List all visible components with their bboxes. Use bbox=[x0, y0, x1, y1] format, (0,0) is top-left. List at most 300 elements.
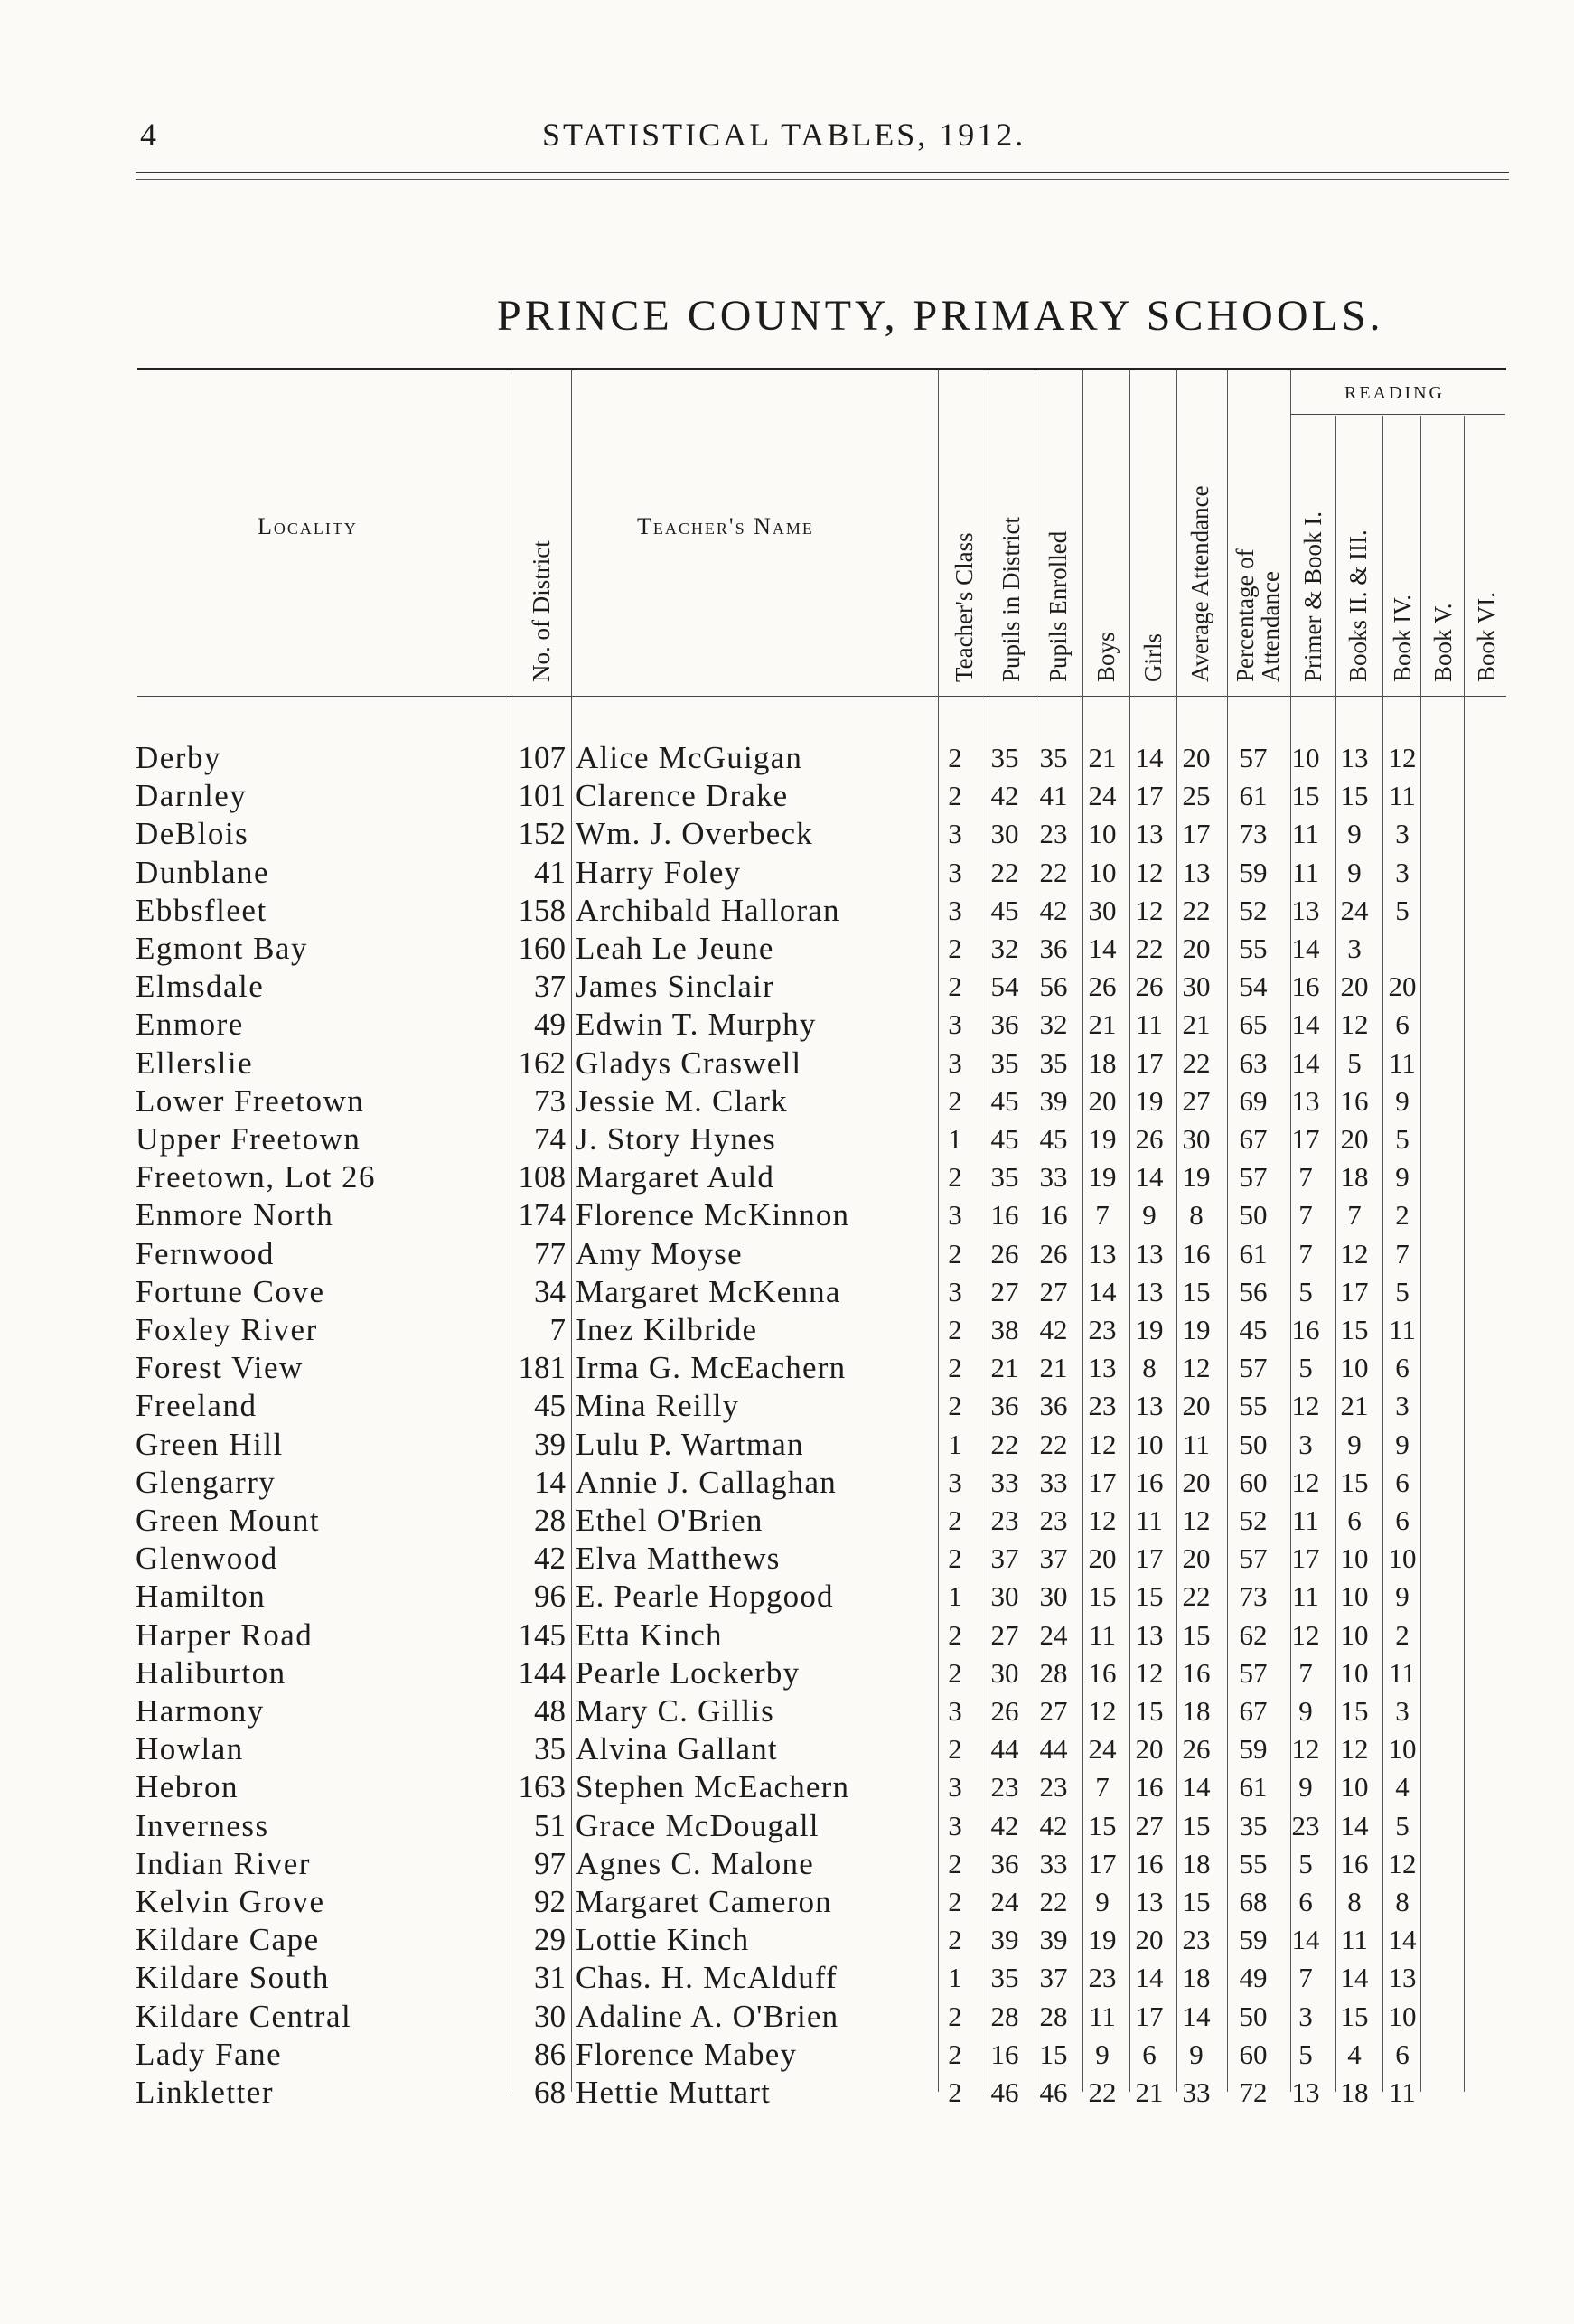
teacher-class-cell: 3 bbox=[948, 1199, 962, 1232]
book-4-cell: 9 bbox=[1395, 1161, 1410, 1194]
locality-cell: Upper Freetown bbox=[136, 1121, 361, 1157]
percentage-cell: 65 bbox=[1239, 1008, 1268, 1041]
girls-cell: 19 bbox=[1135, 1084, 1164, 1117]
header-boys: Boys bbox=[1092, 632, 1120, 682]
books-2-3-cell: 18 bbox=[1340, 2076, 1369, 2108]
average-attendance-cell: 23 bbox=[1182, 1924, 1211, 1956]
girls-cell: 6 bbox=[1142, 2038, 1157, 2070]
table-row bbox=[0, 1006, 1574, 1044]
header-pupils-enrolled: Pupils Enrolled bbox=[1045, 530, 1072, 682]
header-rule-thin bbox=[136, 179, 1509, 180]
girls-cell: 21 bbox=[1135, 2076, 1164, 2108]
books-2-3-cell: 8 bbox=[1347, 1886, 1362, 1917]
pupils-enrolled-cell: 33 bbox=[1039, 1466, 1068, 1498]
pupils-enrolled-cell: 36 bbox=[1039, 1390, 1068, 1422]
district-cell: 162 bbox=[518, 1045, 566, 1081]
table-row bbox=[0, 1045, 1574, 1082]
girls-cell: 26 bbox=[1135, 970, 1164, 1003]
book-4-cell: 6 bbox=[1395, 2038, 1410, 2070]
teacher-class-cell: 3 bbox=[948, 856, 962, 888]
teacher-cell: Hettie Muttart bbox=[576, 2075, 772, 2110]
girls-cell: 13 bbox=[1135, 818, 1164, 850]
header-average-attendance: Average Attendance bbox=[1186, 485, 1213, 682]
books-2-3-cell: 7 bbox=[1347, 1199, 1362, 1232]
primer-book1-cell: 11 bbox=[1292, 856, 1319, 888]
percentage-cell: 61 bbox=[1239, 1771, 1268, 1804]
book-4-cell: 13 bbox=[1388, 1962, 1417, 1994]
boys-cell: 26 bbox=[1088, 970, 1117, 1003]
table-row bbox=[0, 1768, 1574, 1806]
teacher-class-cell: 2 bbox=[948, 1390, 962, 1422]
header-pupils-district: Pupils in District bbox=[998, 516, 1025, 682]
primer-book1-cell: 12 bbox=[1291, 1618, 1320, 1651]
average-attendance-cell: 16 bbox=[1182, 1656, 1211, 1689]
teacher-class-cell: 2 bbox=[948, 1924, 962, 1956]
book-4-cell: 10 bbox=[1388, 1542, 1417, 1575]
pupils-district-cell: 23 bbox=[990, 1504, 1019, 1536]
book-4-cell: 6 bbox=[1395, 1504, 1410, 1536]
average-attendance-cell: 11 bbox=[1183, 1428, 1210, 1460]
girls-cell: 13 bbox=[1135, 1618, 1164, 1651]
pupils-enrolled-cell: 42 bbox=[1039, 1314, 1068, 1345]
primer-book1-cell: 3 bbox=[1298, 1428, 1313, 1460]
girls-cell: 15 bbox=[1135, 1695, 1164, 1727]
teacher-cell: Stephen McEachern bbox=[576, 1769, 850, 1805]
girls-cell: 14 bbox=[1135, 1161, 1164, 1194]
books-2-3-cell: 14 bbox=[1340, 1809, 1369, 1841]
pupils-district-cell: 33 bbox=[990, 1466, 1019, 1498]
pupils-enrolled-cell: 44 bbox=[1039, 1733, 1068, 1766]
reading-group-rule bbox=[1290, 414, 1505, 415]
pupils-district-cell: 27 bbox=[990, 1275, 1019, 1307]
pupils-enrolled-cell: 28 bbox=[1039, 2000, 1068, 2032]
average-attendance-cell: 15 bbox=[1182, 1275, 1211, 1307]
table-row bbox=[0, 1730, 1574, 1768]
locality-cell: Inverness bbox=[136, 1807, 269, 1843]
boys-cell: 24 bbox=[1088, 1733, 1117, 1766]
books-2-3-cell: 21 bbox=[1340, 1390, 1369, 1422]
table-header-rule bbox=[137, 696, 1506, 697]
primer-book1-cell: 3 bbox=[1298, 2000, 1313, 2032]
pupils-enrolled-cell: 37 bbox=[1039, 1542, 1068, 1575]
teacher-class-cell: 3 bbox=[948, 1008, 962, 1041]
average-attendance-cell: 9 bbox=[1189, 2038, 1204, 2070]
teacher-class-cell: 3 bbox=[948, 1809, 962, 1841]
table-row bbox=[0, 1959, 1574, 1997]
table-row bbox=[0, 1387, 1574, 1425]
pupils-district-cell: 35 bbox=[990, 1962, 1019, 1994]
books-2-3-cell: 4 bbox=[1347, 2038, 1362, 2070]
pupils-enrolled-cell: 35 bbox=[1039, 742, 1068, 773]
girls-cell: 12 bbox=[1135, 894, 1164, 926]
books-2-3-cell: 10 bbox=[1340, 1542, 1369, 1575]
boys-cell: 15 bbox=[1088, 1580, 1117, 1613]
percentage-cell: 63 bbox=[1239, 1046, 1268, 1079]
teacher-cell: Mary C. Gillis bbox=[576, 1693, 774, 1729]
books-2-3-cell: 14 bbox=[1340, 1962, 1369, 1994]
average-attendance-cell: 27 bbox=[1182, 1084, 1211, 1117]
pupils-district-cell: 42 bbox=[990, 1809, 1019, 1841]
pupils-enrolled-cell: 33 bbox=[1039, 1847, 1068, 1879]
district-cell: 92 bbox=[534, 1884, 566, 1919]
average-attendance-cell: 25 bbox=[1182, 780, 1211, 812]
book-4-cell: 2 bbox=[1395, 1618, 1410, 1651]
locality-cell: Egmont Bay bbox=[136, 931, 308, 966]
average-attendance-cell: 20 bbox=[1182, 1390, 1211, 1422]
teacher-cell: E. Pearle Hopgood bbox=[576, 1579, 834, 1615]
average-attendance-cell: 20 bbox=[1182, 932, 1211, 964]
table-row bbox=[0, 1464, 1574, 1502]
pupils-district-cell: 26 bbox=[990, 1695, 1019, 1727]
teacher-cell: Agnes C. Malone bbox=[576, 1845, 814, 1881]
teacher-cell: Irma G. McEachern bbox=[576, 1350, 847, 1386]
book-4-cell: 10 bbox=[1388, 2000, 1417, 2032]
primer-book1-cell: 15 bbox=[1291, 780, 1320, 812]
district-cell: 163 bbox=[518, 1769, 566, 1805]
pupils-district-cell: 24 bbox=[990, 1886, 1019, 1917]
teacher-class-cell: 2 bbox=[948, 780, 962, 812]
teacher-class-cell: 2 bbox=[948, 1352, 962, 1384]
locality-cell: Howlan bbox=[136, 1731, 244, 1767]
district-cell: 35 bbox=[534, 1731, 566, 1767]
percentage-cell: 50 bbox=[1239, 1428, 1268, 1460]
pupils-district-cell: 45 bbox=[990, 1123, 1019, 1155]
primer-book1-cell: 11 bbox=[1292, 1504, 1319, 1536]
average-attendance-cell: 20 bbox=[1182, 1542, 1211, 1575]
average-attendance-cell: 20 bbox=[1182, 742, 1211, 773]
pupils-enrolled-cell: 46 bbox=[1039, 2076, 1068, 2108]
boys-cell: 7 bbox=[1095, 1771, 1110, 1804]
average-attendance-cell: 8 bbox=[1189, 1199, 1204, 1232]
books-2-3-cell: 16 bbox=[1340, 1847, 1369, 1879]
teacher-class-cell: 2 bbox=[948, 1161, 962, 1194]
books-2-3-cell: 15 bbox=[1340, 1695, 1369, 1727]
boys-cell: 11 bbox=[1089, 1618, 1116, 1651]
primer-book1-cell: 9 bbox=[1298, 1771, 1313, 1804]
teacher-class-cell: 3 bbox=[948, 1275, 962, 1307]
primer-book1-cell: 7 bbox=[1298, 1199, 1313, 1232]
locality-cell: Freeland bbox=[136, 1388, 258, 1424]
primer-book1-cell: 9 bbox=[1298, 1695, 1313, 1727]
locality-cell: Hamilton bbox=[136, 1579, 267, 1615]
pupils-enrolled-cell: 23 bbox=[1039, 818, 1068, 850]
percentage-cell: 57 bbox=[1239, 1542, 1268, 1575]
pupils-district-cell: 30 bbox=[990, 1656, 1019, 1689]
teacher-cell: Etta Kinch bbox=[576, 1616, 723, 1653]
book-4-cell: 11 bbox=[1389, 1046, 1416, 1079]
average-attendance-cell: 12 bbox=[1182, 1504, 1211, 1536]
pupils-district-cell: 16 bbox=[990, 1199, 1019, 1232]
locality-cell: Enmore North bbox=[136, 1197, 334, 1233]
pupils-enrolled-cell: 21 bbox=[1039, 1352, 1068, 1384]
locality-cell: Lower Freetown bbox=[136, 1082, 365, 1119]
locality-cell: Green Hill bbox=[136, 1426, 284, 1462]
book-4-cell: 6 bbox=[1395, 1352, 1410, 1384]
pupils-district-cell: 36 bbox=[990, 1847, 1019, 1879]
table-row bbox=[0, 1311, 1574, 1349]
book-4-cell: 6 bbox=[1395, 1008, 1410, 1041]
pupils-district-cell: 54 bbox=[990, 970, 1019, 1003]
percentage-cell: 54 bbox=[1239, 970, 1268, 1003]
teacher-class-cell: 2 bbox=[948, 1656, 962, 1689]
percentage-cell: 52 bbox=[1239, 894, 1268, 926]
percentage-cell: 59 bbox=[1239, 1733, 1268, 1766]
teacher-class-cell: 3 bbox=[948, 1046, 962, 1079]
locality-cell: DeBlois bbox=[136, 816, 249, 852]
district-cell: 74 bbox=[534, 1121, 566, 1157]
locality-cell: Linkletter bbox=[136, 2075, 275, 2110]
running-title: STATISTICAL TABLES, 1912. bbox=[542, 117, 1026, 153]
table-row bbox=[0, 777, 1574, 815]
teacher-cell: Annie J. Callaghan bbox=[576, 1464, 837, 1500]
book-4-cell: 11 bbox=[1389, 1314, 1416, 1345]
table-row bbox=[0, 1807, 1574, 1845]
teacher-class-cell: 2 bbox=[948, 1504, 962, 1536]
pupils-enrolled-cell: 22 bbox=[1039, 1428, 1068, 1460]
girls-cell: 10 bbox=[1135, 1428, 1164, 1460]
boys-cell: 10 bbox=[1088, 818, 1117, 850]
average-attendance-cell: 16 bbox=[1182, 1237, 1211, 1270]
teacher-class-cell: 3 bbox=[948, 818, 962, 850]
boys-cell: 21 bbox=[1088, 742, 1117, 773]
pupils-enrolled-cell: 41 bbox=[1039, 780, 1068, 812]
locality-cell: Kildare Central bbox=[136, 1998, 352, 2034]
locality-cell: Lady Fane bbox=[136, 2036, 283, 2072]
header-rule bbox=[136, 172, 1509, 173]
percentage-cell: 52 bbox=[1239, 1504, 1268, 1536]
boys-cell: 14 bbox=[1088, 1275, 1117, 1307]
books-2-3-cell: 9 bbox=[1347, 856, 1362, 888]
percentage-cell: 60 bbox=[1239, 1466, 1268, 1498]
running-head bbox=[0, 116, 1574, 161]
teacher-cell: Margaret Auld bbox=[576, 1159, 775, 1195]
table-row bbox=[0, 1845, 1574, 1883]
pupils-district-cell: 42 bbox=[990, 780, 1019, 812]
girls-cell: 16 bbox=[1135, 1847, 1164, 1879]
girls-cell: 15 bbox=[1135, 1580, 1164, 1613]
locality-cell: Ellerslie bbox=[136, 1045, 254, 1081]
primer-book1-cell: 11 bbox=[1292, 818, 1319, 850]
pupils-enrolled-cell: 26 bbox=[1039, 1237, 1068, 1270]
boys-cell: 9 bbox=[1095, 2038, 1110, 2070]
percentage-cell: 56 bbox=[1239, 1275, 1268, 1307]
books-2-3-cell: 5 bbox=[1347, 1046, 1362, 1079]
teacher-class-cell: 2 bbox=[948, 1314, 962, 1345]
percentage-cell: 73 bbox=[1239, 818, 1268, 850]
pupils-district-cell: 30 bbox=[990, 818, 1019, 850]
table-row bbox=[0, 739, 1574, 777]
percentage-cell: 57 bbox=[1239, 742, 1268, 773]
table-row bbox=[0, 1578, 1574, 1616]
table-row bbox=[0, 892, 1574, 930]
pupils-district-cell: 35 bbox=[990, 1046, 1019, 1079]
books-2-3-cell: 20 bbox=[1340, 970, 1369, 1003]
percentage-cell: 72 bbox=[1239, 2076, 1268, 2108]
primer-book1-cell: 14 bbox=[1291, 1924, 1320, 1956]
boys-cell: 23 bbox=[1088, 1314, 1117, 1345]
table-row bbox=[0, 1196, 1574, 1234]
average-attendance-cell: 14 bbox=[1182, 1771, 1211, 1804]
locality-cell: Hebron bbox=[136, 1769, 239, 1805]
primer-book1-cell: 5 bbox=[1298, 2038, 1313, 2070]
books-2-3-cell: 12 bbox=[1340, 1008, 1369, 1041]
locality-cell: Fortune Cove bbox=[136, 1273, 325, 1309]
books-2-3-cell: 10 bbox=[1340, 1580, 1369, 1613]
district-cell: 31 bbox=[534, 1960, 566, 1996]
book-4-cell: 3 bbox=[1395, 1695, 1410, 1727]
teacher-cell: Gladys Craswell bbox=[576, 1045, 802, 1081]
teacher-cell: Inez Kilbride bbox=[576, 1312, 758, 1347]
district-cell: 152 bbox=[518, 816, 566, 852]
primer-book1-cell: 14 bbox=[1291, 1046, 1320, 1079]
pupils-enrolled-cell: 28 bbox=[1039, 1656, 1068, 1689]
district-cell: 49 bbox=[534, 1007, 566, 1043]
teacher-class-cell: 2 bbox=[948, 1618, 962, 1651]
district-cell: 48 bbox=[534, 1693, 566, 1729]
pupils-district-cell: 45 bbox=[990, 1084, 1019, 1117]
district-cell: 42 bbox=[534, 1541, 566, 1577]
locality-cell: Glengarry bbox=[136, 1464, 276, 1500]
girls-cell: 19 bbox=[1135, 1314, 1164, 1345]
primer-book1-cell: 13 bbox=[1291, 894, 1320, 926]
books-2-3-cell: 11 bbox=[1341, 1924, 1368, 1956]
percentage-cell: 61 bbox=[1239, 1237, 1268, 1270]
page-number: 4 bbox=[140, 117, 159, 153]
table-row bbox=[0, 1273, 1574, 1311]
books-2-3-cell: 13 bbox=[1340, 742, 1369, 773]
percentage-cell: 67 bbox=[1239, 1123, 1268, 1155]
boys-cell: 12 bbox=[1088, 1695, 1117, 1727]
boys-cell: 20 bbox=[1088, 1084, 1117, 1117]
books-2-3-cell: 18 bbox=[1340, 1161, 1369, 1194]
boys-cell: 19 bbox=[1088, 1123, 1117, 1155]
boys-cell: 19 bbox=[1088, 1924, 1117, 1956]
girls-cell: 17 bbox=[1135, 1542, 1164, 1575]
district-cell: 174 bbox=[518, 1197, 566, 1233]
percentage-cell: 59 bbox=[1239, 856, 1268, 888]
district-cell: 77 bbox=[534, 1235, 566, 1271]
teacher-cell: Elva Matthews bbox=[576, 1541, 781, 1577]
teacher-cell: Lulu P. Wartman bbox=[576, 1426, 804, 1462]
pupils-enrolled-cell: 45 bbox=[1039, 1123, 1068, 1155]
locality-cell: Haliburton bbox=[136, 1654, 286, 1691]
teacher-cell: Harry Foley bbox=[576, 854, 742, 890]
primer-book1-cell: 12 bbox=[1291, 1733, 1320, 1766]
girls-cell: 20 bbox=[1135, 1733, 1164, 1766]
average-attendance-cell: 22 bbox=[1182, 1580, 1211, 1613]
teacher-cell: Pearle Lockerby bbox=[576, 1654, 801, 1691]
percentage-cell: 68 bbox=[1239, 1886, 1268, 1917]
book-4-cell: 12 bbox=[1388, 742, 1417, 773]
books-2-3-cell: 6 bbox=[1347, 1504, 1362, 1536]
table-row bbox=[0, 1158, 1574, 1196]
pupils-enrolled-cell: 15 bbox=[1039, 2038, 1068, 2070]
pupils-district-cell: 28 bbox=[990, 2000, 1019, 2032]
book-4-cell: 9 bbox=[1395, 1428, 1410, 1460]
pupils-district-cell: 36 bbox=[990, 1390, 1019, 1422]
average-attendance-cell: 22 bbox=[1182, 1046, 1211, 1079]
girls-cell: 12 bbox=[1135, 856, 1164, 888]
table-top-rule bbox=[137, 368, 1506, 370]
percentage-cell: 62 bbox=[1239, 1618, 1268, 1651]
book-4-cell: 3 bbox=[1395, 1390, 1410, 1422]
girls-cell: 20 bbox=[1135, 1924, 1164, 1956]
primer-book1-cell: 13 bbox=[1291, 1084, 1320, 1117]
book-4-cell: 6 bbox=[1395, 1466, 1410, 1498]
pupils-district-cell: 45 bbox=[990, 894, 1019, 926]
teacher-class-cell: 2 bbox=[948, 1542, 962, 1575]
pupils-enrolled-cell: 22 bbox=[1039, 1886, 1068, 1917]
boys-cell: 11 bbox=[1089, 2000, 1116, 2032]
district-cell: 158 bbox=[518, 892, 566, 928]
boys-cell: 9 bbox=[1095, 1886, 1110, 1917]
average-attendance-cell: 22 bbox=[1182, 894, 1211, 926]
book-4-cell: 10 bbox=[1388, 1733, 1417, 1766]
boys-cell: 7 bbox=[1095, 1199, 1110, 1232]
table-row bbox=[0, 1921, 1574, 1959]
pupils-district-cell: 38 bbox=[990, 1314, 1019, 1345]
boys-cell: 13 bbox=[1088, 1237, 1117, 1270]
teacher-class-cell: 1 bbox=[948, 1123, 962, 1155]
table-row bbox=[0, 1616, 1574, 1654]
pupils-district-cell: 35 bbox=[990, 1161, 1019, 1194]
primer-book1-cell: 16 bbox=[1291, 1314, 1320, 1345]
pupils-district-cell: 32 bbox=[990, 932, 1019, 964]
primer-book1-cell: 12 bbox=[1291, 1390, 1320, 1422]
girls-cell: 11 bbox=[1136, 1008, 1163, 1041]
boys-cell: 16 bbox=[1088, 1656, 1117, 1689]
average-attendance-cell: 17 bbox=[1182, 818, 1211, 850]
primer-book1-cell: 17 bbox=[1291, 1542, 1320, 1575]
pupils-enrolled-cell: 39 bbox=[1039, 1924, 1068, 1956]
header-reading-group: READING bbox=[1344, 383, 1445, 403]
header-primer-book1: Primer & Book I. bbox=[1299, 511, 1326, 682]
pupils-district-cell: 16 bbox=[990, 2038, 1019, 2070]
teacher-cell: Alice McGuigan bbox=[576, 740, 803, 775]
percentage-cell: 49 bbox=[1239, 1962, 1268, 1994]
books-2-3-cell: 10 bbox=[1340, 1771, 1369, 1804]
boys-cell: 19 bbox=[1088, 1161, 1117, 1194]
girls-cell: 9 bbox=[1142, 1199, 1157, 1232]
district-cell: 181 bbox=[518, 1350, 566, 1386]
books-2-3-cell: 3 bbox=[1347, 932, 1362, 964]
teacher-cell: Grace McDougall bbox=[576, 1807, 820, 1843]
average-attendance-cell: 30 bbox=[1182, 970, 1211, 1003]
percentage-cell: 69 bbox=[1239, 1084, 1268, 1117]
boys-cell: 10 bbox=[1088, 856, 1117, 888]
boys-cell: 12 bbox=[1088, 1504, 1117, 1536]
table-row bbox=[0, 1540, 1574, 1578]
header-teacher: Teacher's Name bbox=[637, 513, 814, 539]
pupils-enrolled-cell: 27 bbox=[1039, 1275, 1068, 1307]
book-4-cell: 11 bbox=[1389, 780, 1416, 812]
boys-cell: 30 bbox=[1088, 894, 1117, 926]
district-cell: 160 bbox=[518, 931, 566, 966]
percentage-cell: 35 bbox=[1239, 1809, 1268, 1841]
teacher-class-cell: 2 bbox=[948, 1733, 962, 1766]
average-attendance-cell: 30 bbox=[1182, 1123, 1211, 1155]
primer-book1-cell: 7 bbox=[1298, 1237, 1313, 1270]
primer-book1-cell: 10 bbox=[1291, 742, 1320, 773]
girls-cell: 14 bbox=[1135, 742, 1164, 773]
table-row bbox=[0, 930, 1574, 968]
average-attendance-cell: 20 bbox=[1182, 1466, 1211, 1498]
percentage-cell: 67 bbox=[1239, 1695, 1268, 1727]
girls-cell: 17 bbox=[1135, 1046, 1164, 1079]
pupils-district-cell: 39 bbox=[990, 1924, 1019, 1956]
book-4-cell: 14 bbox=[1388, 1924, 1417, 1956]
girls-cell: 12 bbox=[1135, 1656, 1164, 1689]
